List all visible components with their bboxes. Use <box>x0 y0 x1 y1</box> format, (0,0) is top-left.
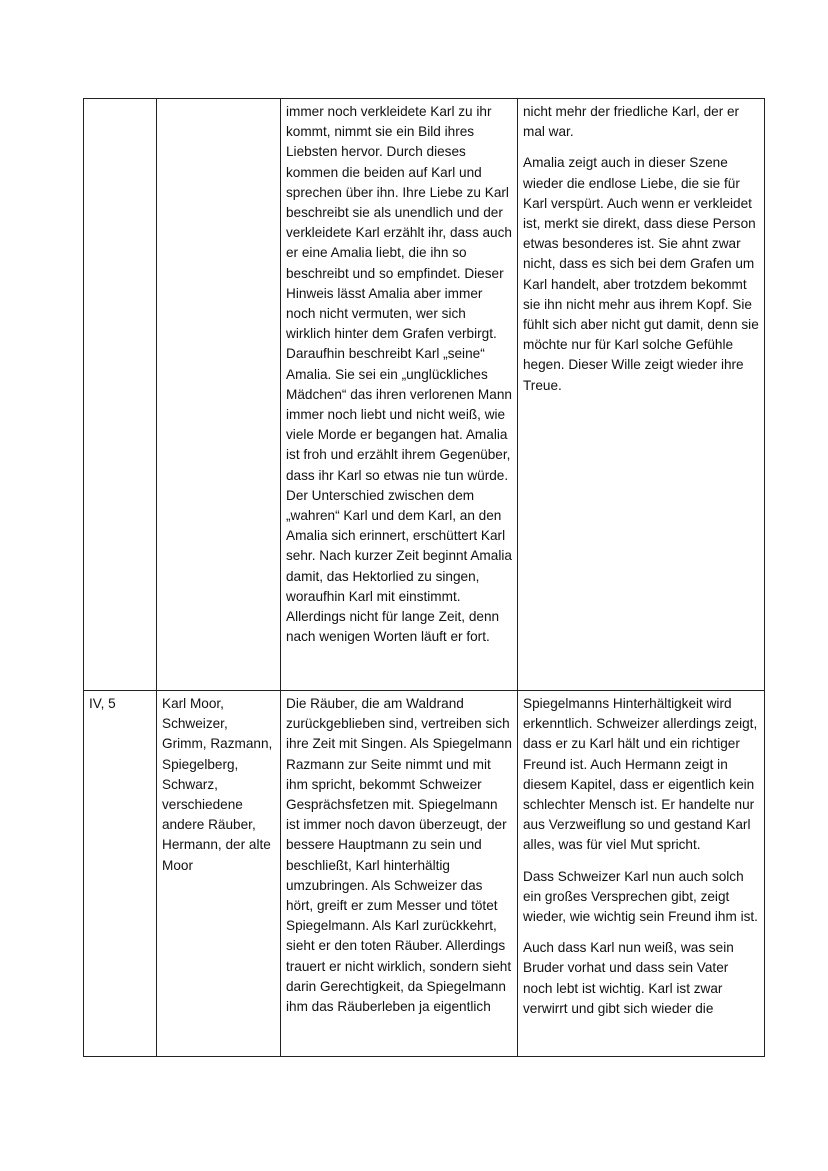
characters-cell <box>157 691 281 1057</box>
analysis-paragraph: Spiegelmanns Hinterhältigkeit wird erkenntlich. Schweizer allerdings zeigt, dass er zu Karl hält und ein richtiger Freund ist. Auch Hermann zeigt in diesem Kapitel, dass er eigentlich kein schlechter Mensch ist. Er handelte nur aus Verzweiflung so und gestand Karl alles, was für viel Mut spricht. <box>523 696 758 853</box>
scene-cell <box>84 691 157 1057</box>
analysis-paragraph: Auch dass Karl nun weiß, was sein Bruder vorhat und dass sein Vater noch lebt ist wichtig. Karl ist zwar verwirrt und gibt sich wieder die <box>523 940 734 1016</box>
characters-text: Karl Moor, Schweizer, Grimm, Razmann, Spiegelberg, Schwarz, verschiedene andere Räuber, Hermann, der alte Moor <box>162 696 273 873</box>
content-cell <box>281 99 518 691</box>
content-text: Die Räuber, die am Waldrand zurückgeblieben sind, vertreiben sich ihre Zeit mit Singen. Als Spiegelmann Razmann zur Seite nimmt und mit ihm spricht, bekommt Schweizer Gesprächsfetzen mit. Spiegelmann ist immer noch davon überzeugt, der bessere Hauptmann zu sein und beschließt, Karl hinterhältig umzubringen. Als Schweizer das hört, greift er zum Messer und tötet Spiegelmann. Als Karl zurückkehrt, sieht er den toten Räuber. Allerdings trauert er nicht wirklich, sondern sieht darin Gerechtigkeit, da Spiegelmann ihm das Räuberleben ja eigentlich <box>286 696 512 1015</box>
analysis-paragraph: Amalia zeigt auch in dieser Szene wieder die endlose Liebe, die sie für Karl verspürt. Auch wenn er verkleidet ist, merkt sie direkt, dass diese Person etwas besonderes ist. Sie ahnt zwar nicht, dass es sich bei dem Grafen um Karl handelt, aber trotzdem bekommt sie ihn nicht mehr aus ihrem Kopf. Sie fühlt sich aber nicht gut damit, denn sie möchte nur für Karl solche Gefühle hegen. Dieser Wille zeigt wieder ihre Treue. <box>523 155 759 393</box>
scene-text: IV, 5 <box>89 696 116 711</box>
analysis-cell <box>518 691 765 1057</box>
scene-cell <box>84 99 157 691</box>
analysis-cell <box>518 99 765 691</box>
content-cell <box>281 691 518 1057</box>
table-row <box>84 691 765 1057</box>
scene-analysis-table <box>83 98 765 1057</box>
characters-cell <box>157 99 281 691</box>
analysis-paragraph: Dass Schweizer Karl nun auch solch ein großes Versprechen gibt, zeigt wieder, wie wichtig sein Freund ihm ist. <box>523 868 758 925</box>
content-text: immer noch verkleidete Karl zu ihr kommt, nimmt sie ein Bild ihres Liebsten hervor. Durch dieses kommen die beiden auf Karl und sprechen über ihn. Ihre Liebe zu Karl beschreibt sie als unendlich und der verkleidete Karl erzählt ihr, dass auch er eine Amalia liebt, die ihn so beschreibt und so empfindet. Dieser Hinweis lässt Amalia aber immer noch nicht vermuten, wer sich wirklich hinter dem Grafen verbirgt. Daraufhin beschreibt Karl „seine“ Amalia. Sie sei ein „unglückliches Mädchen“ das ihren verlorenen Mann immer noch liebt und nicht weiß, wie viele Morde er begangen hat. Amalia ist froh und erzählt ihrem Gegenüber, dass ihr Karl so etwas nie tun würde. Der Unterschied zwischen dem „wahren“ Karl und dem Karl, an den Amalia sich erinnert, erschüttert Karl sehr. Nach kurzer Zeit beginnt Amalia damit, das Hektorlied zu singen, woraufhin Karl mit einstimmt. Allerdings nicht für lange Zeit, denn nach wenigen Worten läuft er fort. <box>286 104 512 645</box>
analysis-paragraph: nicht mehr der friedliche Karl, der er mal war. <box>523 104 740 140</box>
table-row <box>84 99 765 691</box>
